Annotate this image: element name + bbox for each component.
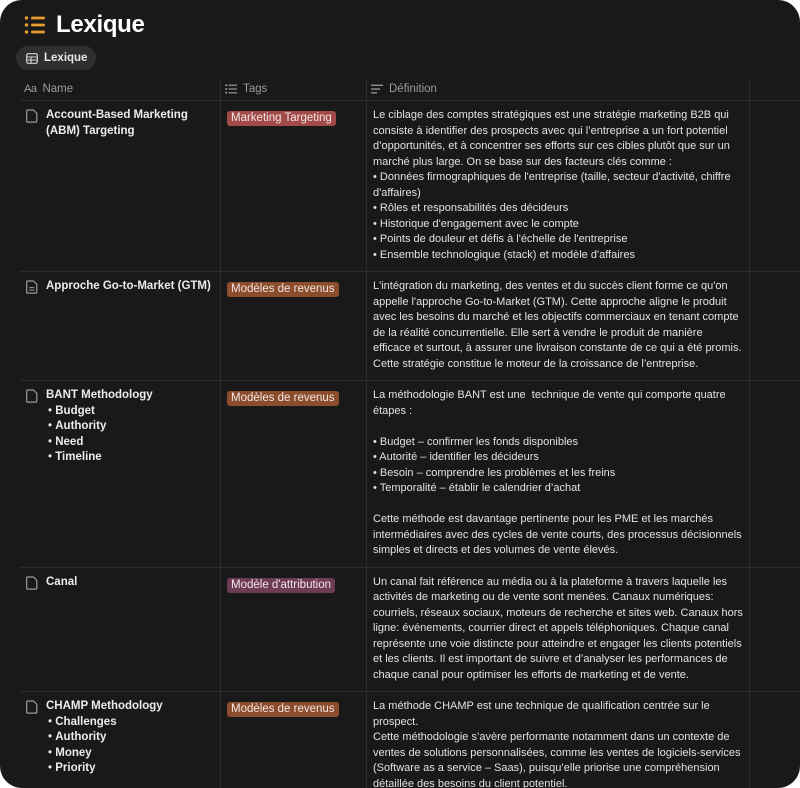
table-row[interactable] (20, 568, 800, 693)
table-row[interactable] (20, 272, 800, 381)
table-body (20, 101, 800, 788)
column-header-label: Définition (389, 83, 437, 95)
row-title-bullet: • Challenges (46, 715, 163, 731)
page-icon (26, 109, 38, 123)
tags-cell[interactable] (221, 692, 367, 788)
table-row[interactable] (20, 692, 800, 788)
row-title-bullet: • Authority (46, 419, 153, 435)
definition-line: L'intégration du marketing, des ventes et du succès client forme ce qu'on appelle l'approche Go-to-Market (GTM). Cette approche aligne le produit avec les besoins du marché et les objectifs commerciaux en tenant compte de la réalité concurrentielle. Elle sert à vendre le produit de manière efficace et surtout, à assurer une livraison constante de ce qui a été promis. Cette stratégie constitue le moteur de la croissance de l’entreprise. (373, 280, 745, 370)
name-cell[interactable] (20, 272, 221, 380)
definition-line: • Historique d'engagement avec le compte (373, 217, 579, 230)
row-title: CHAMP Methodology (46, 700, 163, 712)
definition-line: La méthode CHAMP est une technique de qualification centrée sur le prospect. (373, 700, 713, 728)
view-tab-label: Lexique (44, 52, 88, 64)
definition-line (373, 497, 743, 513)
definition-line: Cette méthodologie s’avère performante notamment dans un contexte de ventes de solutions personnalisées, comme les ventes de logiciels-services (Software as a service – Saas), puisqu’elle priorise une compréhension détaillée des besoins du client potentiel. (373, 731, 744, 788)
definition-line: Un canal fait référence au média ou à la plateforme à travers laquelle les activités de marketing ou de vente sont menées. Canaux numériques: courriels, réseaux sociaux, moteurs de recherche et sites web. Canaux hors ligne: événements, courrier direct et appels téléphoniques. Chaque canal représente une voie distincte pour atteindre et engager les clients potentiels et les clients. Il est important de suivre et d’analyser les performances de chaque canal pour optimiser les efforts de marketing et de vente. (373, 575, 746, 681)
row-title-bullets (46, 715, 163, 777)
tag-badge: Modèles de revenus (227, 702, 339, 717)
column-header-extra (750, 78, 800, 100)
row-title: Approche Go-to-Market (GTM) (46, 280, 211, 292)
page-with-text-icon (26, 280, 38, 294)
table-row[interactable] (20, 381, 800, 568)
column-header-name[interactable] (20, 78, 221, 100)
view-tab-lexique[interactable] (16, 46, 96, 70)
tags-cell[interactable] (221, 272, 367, 380)
name-cell[interactable] (20, 381, 221, 567)
bulleted-list-icon (24, 15, 46, 35)
row-title: Account-Based Marketing (ABM) Targeting (46, 109, 188, 137)
extra-cell (750, 272, 800, 380)
extra-cell (750, 381, 800, 567)
definition-line: Cette méthode est davantage pertinente pour les PME et les marchés intermédiaires avec des cycles de vente courts, des processus décisionnels simples et directs et des volumes de vente élevés. (373, 513, 745, 556)
tags-cell[interactable] (221, 568, 367, 692)
definition-line: • Besoin – comprendre les problèmes et les freins (373, 466, 616, 479)
page-header (24, 10, 145, 40)
definition-line: La méthodologie BANT est une technique de vente qui comporte quatre étapes : (373, 389, 729, 417)
tag-badge: Marketing Targeting (227, 111, 336, 126)
extra-cell (750, 101, 800, 271)
definition-line: • Budget – confirmer les fonds disponibles (373, 435, 579, 448)
definition-line: • Ensemble technologique (stack) et modèle d'affaires (373, 248, 635, 261)
row-title-bullets (46, 404, 153, 466)
row-title-bullet: • Priority (46, 761, 163, 777)
definition-line: • Temporalité – établir le calendrier d’achat (373, 482, 581, 494)
definition-line: • Points de douleur et défis à l'échelle de l'entreprise (373, 233, 628, 245)
extra-cell (750, 692, 800, 788)
database-table (20, 78, 800, 788)
definition-line (373, 419, 743, 435)
name-cell[interactable] (20, 568, 221, 692)
text-property-icon: Aa (24, 83, 37, 95)
row-title-bullet: • Budget (46, 404, 153, 420)
text-lines-icon (371, 84, 383, 94)
definition-cell[interactable] (367, 568, 750, 692)
multi-select-icon (225, 84, 237, 94)
row-title-bullet: • Money (46, 746, 163, 762)
column-header-label: Name (42, 83, 74, 95)
table-row[interactable] (20, 101, 800, 272)
column-header-label: Tags (243, 83, 268, 95)
table-icon (26, 53, 38, 64)
definition-line: • Autorité – identifier les décideurs (373, 451, 539, 463)
column-header-definition[interactable] (367, 78, 750, 100)
row-title: BANT Methodology (46, 389, 153, 401)
tag-badge: Modèles de revenus (227, 282, 339, 297)
page-icon (26, 576, 38, 590)
tags-cell[interactable] (221, 101, 367, 271)
definition-cell[interactable] (367, 692, 750, 788)
name-cell[interactable] (20, 101, 221, 271)
row-title-bullet: • Need (46, 435, 153, 451)
tag-badge: Modèles de revenus (227, 391, 339, 406)
definition-cell[interactable] (367, 101, 750, 271)
row-title: Canal (46, 575, 78, 588)
page-icon (26, 700, 38, 714)
row-title-bullet: • Timeline (46, 450, 153, 466)
row-title-bullet: • Authority (46, 730, 163, 746)
definition-line: • Données firmographiques de l'entreprise (taille, secteur d'activité, chiffre d'affaires) (373, 171, 734, 199)
column-header-tags[interactable] (221, 78, 367, 100)
page-icon (26, 389, 38, 403)
tag-badge: Modèle d'attribution (227, 578, 335, 593)
definition-line: • Rôles et responsabilités des décideurs (373, 202, 569, 214)
tags-cell[interactable] (221, 381, 367, 567)
name-cell[interactable] (20, 692, 221, 788)
table-header (20, 78, 800, 101)
definition-cell[interactable] (367, 381, 750, 567)
page-title: Lexique (56, 11, 145, 38)
extra-cell (750, 568, 800, 692)
definition-cell[interactable] (367, 272, 750, 380)
definition-line: Le ciblage des comptes stratégiques est une stratégie marketing B2B qui consiste à identifier des prospects avec qui l’entreprise a un fort potentiel d’opportunités, et à concentrer ses efforts sur ces cibles plutôt que sur un marché plus large. On se base sur des facteurs clés comme : (373, 109, 733, 168)
